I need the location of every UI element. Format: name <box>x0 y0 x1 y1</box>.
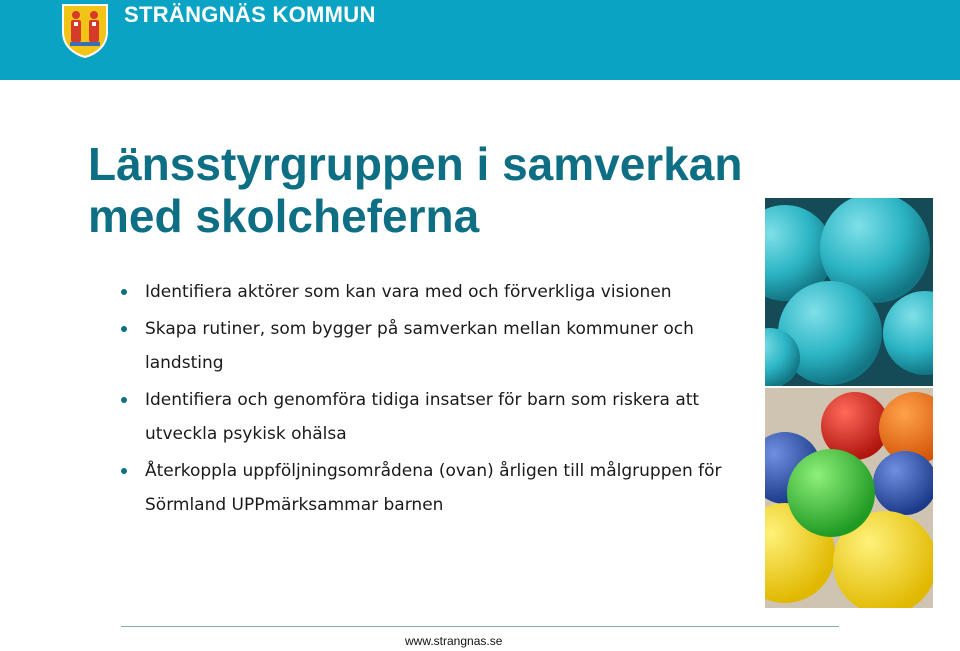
footer-url: www.strangnas.se <box>405 634 503 648</box>
bullet-item <box>119 454 759 522</box>
bullet-text: Identifiera aktörer som kan vara med och förverkliga visionen <box>145 282 672 302</box>
bullet-text: Skapa rutiner, som bygger på samverkan mellan kommuner och landsting <box>145 319 694 373</box>
bullet-item <box>119 275 759 309</box>
bullet-item <box>119 312 759 380</box>
bullet-dot-icon <box>121 397 127 403</box>
bullet-dot-icon <box>121 468 127 474</box>
footer-divider <box>121 626 839 627</box>
bullet-text: Återkoppla uppföljningsområdena (ovan) årligen till målgruppen för Sörmland UPPmärksammar barnen <box>145 461 722 515</box>
title-line-2: med skolcheferna <box>88 190 480 242</box>
turquoise-balls-photo <box>765 198 933 386</box>
header-bar <box>0 0 960 80</box>
coat-of-arms-icon <box>60 2 110 58</box>
bullet-item <box>119 383 759 451</box>
title-line-1: Länsstyrgruppen i samverkan <box>88 138 743 190</box>
colorful-balls-photo <box>765 388 933 608</box>
bullet-dot-icon <box>121 326 127 332</box>
bullet-list <box>119 275 759 525</box>
bullet-dot-icon <box>121 289 127 295</box>
org-name: STRÄNGNÄS KOMMUN <box>124 2 376 27</box>
bullet-text: Identifiera och genomföra tidiga insatser för barn som riskera att utveckla psykisk ohälsa <box>145 390 700 444</box>
